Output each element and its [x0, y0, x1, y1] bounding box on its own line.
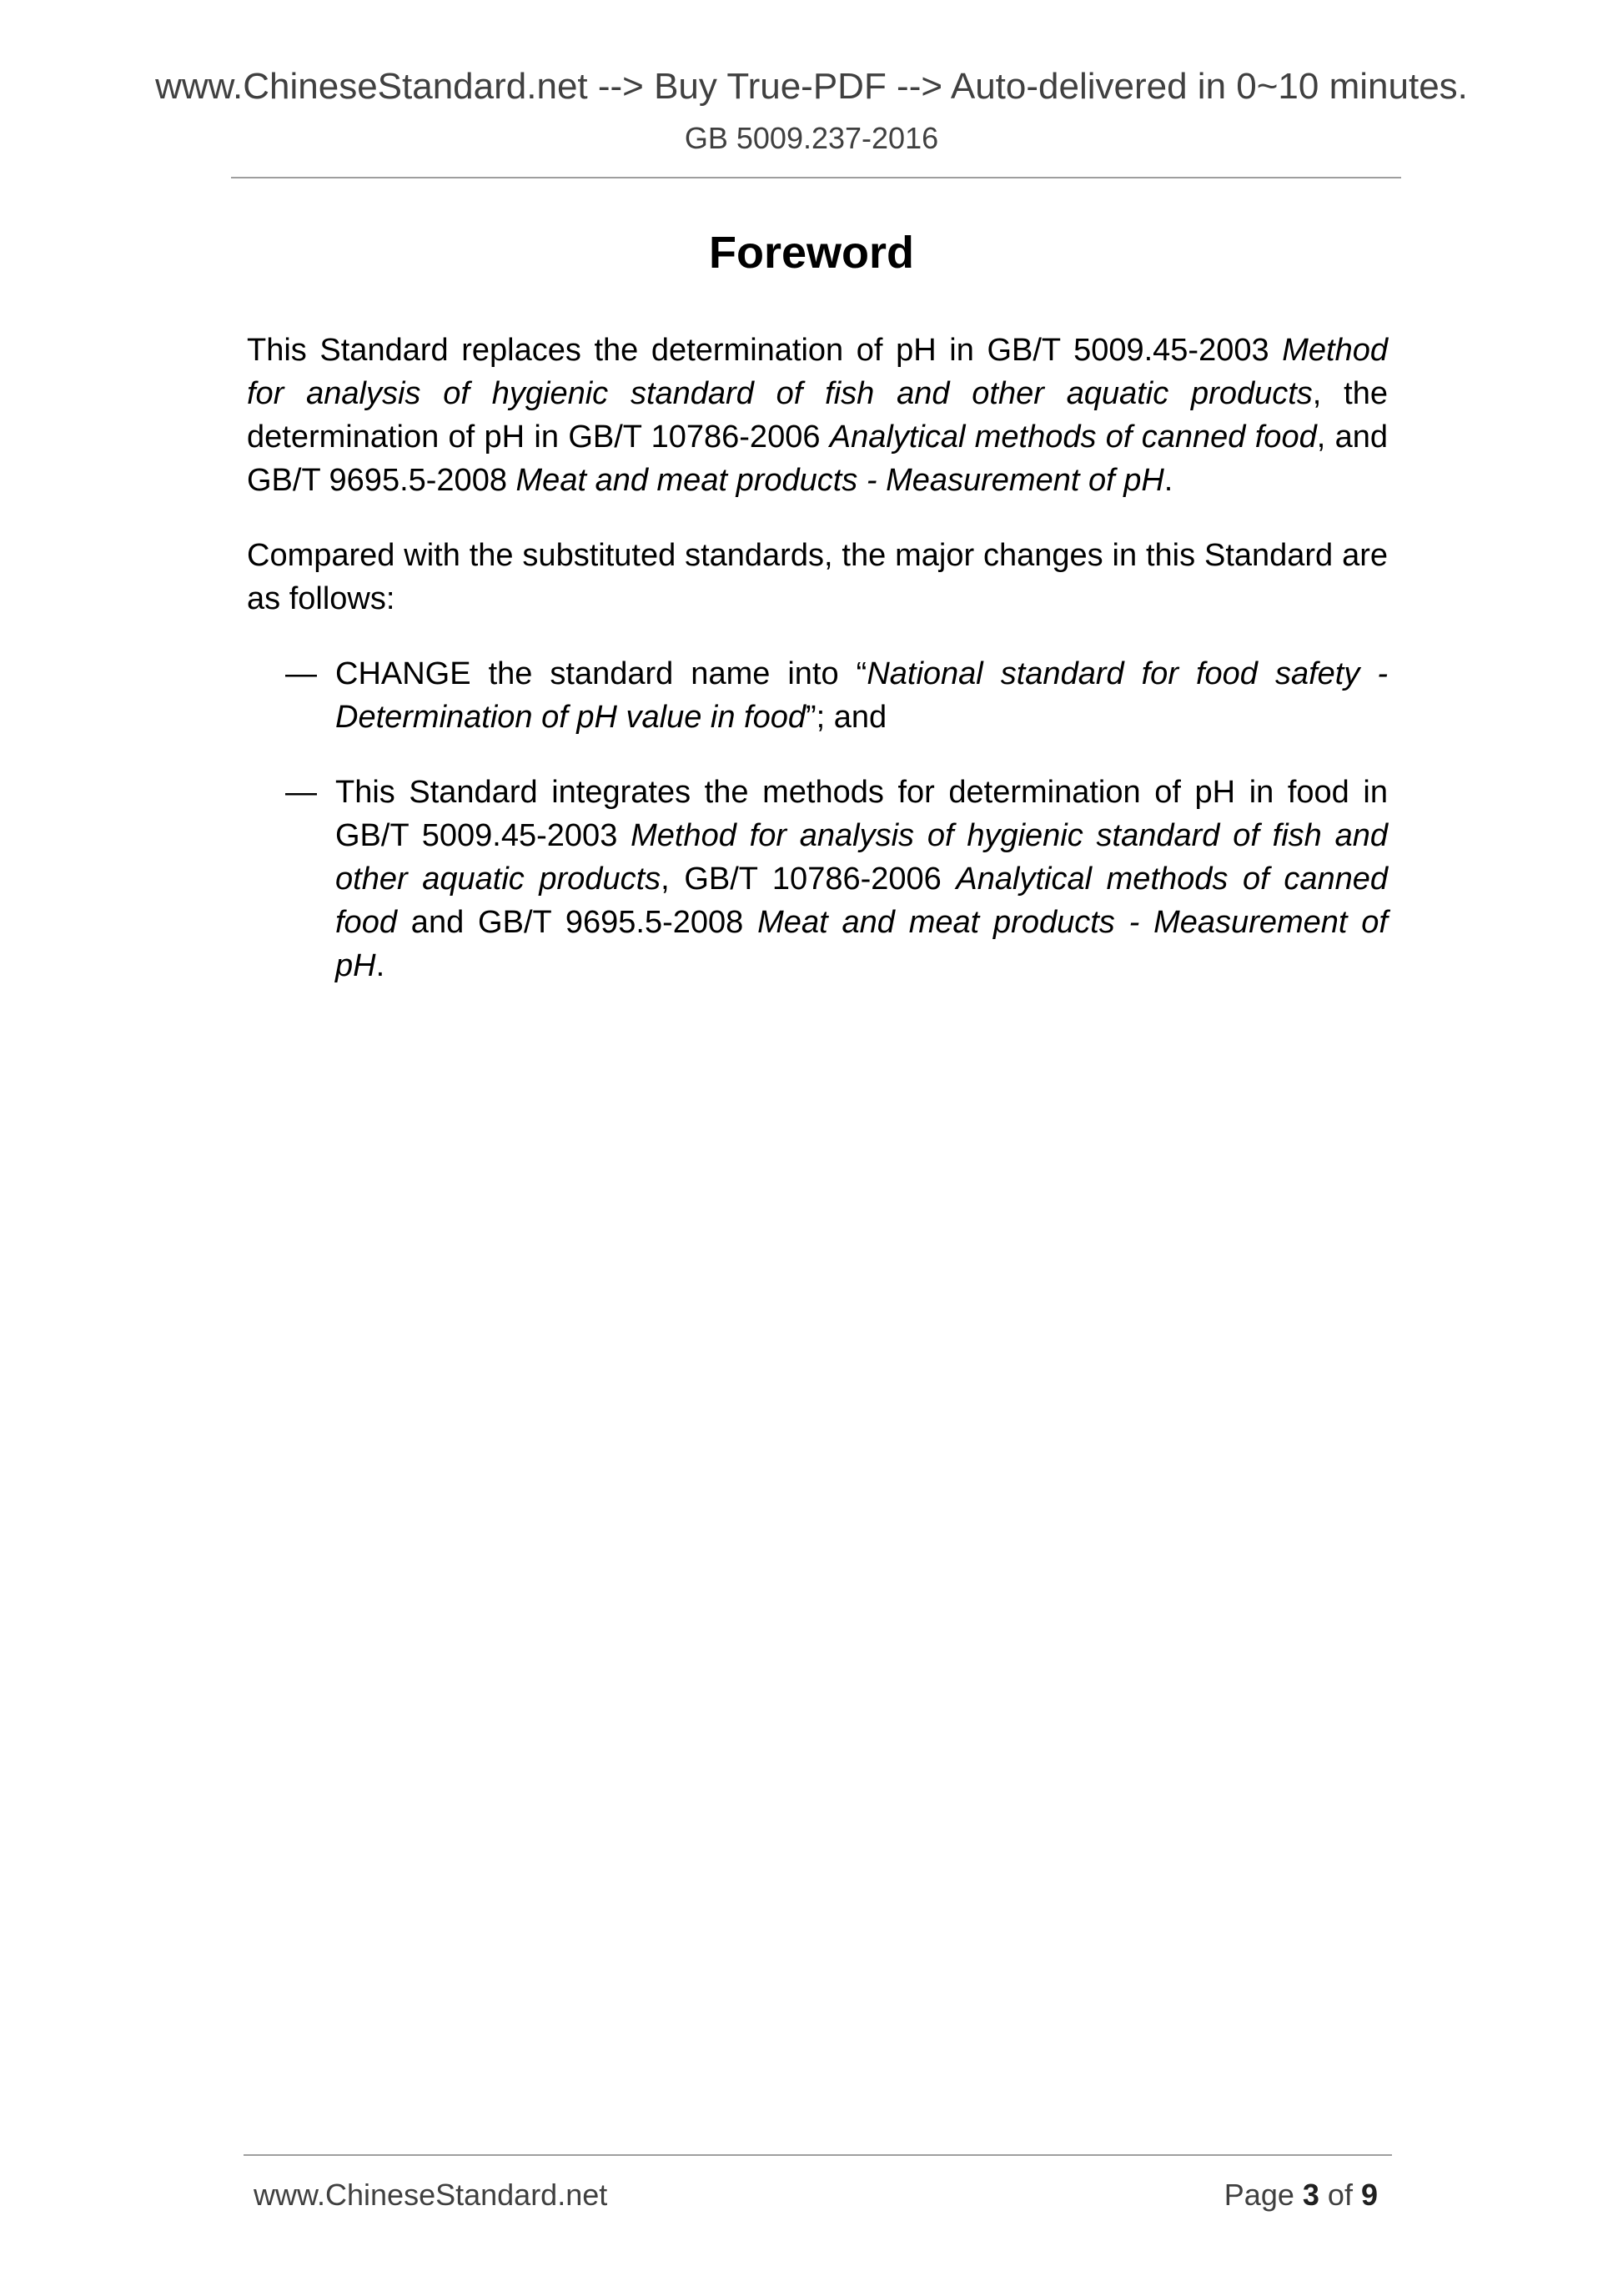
italic-title: Method for analysis of hygienic standard of fish and other aquatic products	[335, 818, 1388, 897]
dash-bullet: —	[285, 656, 317, 691]
footer-divider	[244, 2154, 1392, 2156]
list-item	[247, 771, 1388, 987]
text-run: ”; and	[806, 700, 887, 735]
text-run: , and GB/T 9695.5-2008	[247, 420, 1388, 498]
page-title: Foreword	[708, 228, 914, 278]
text-run: This Standard integrates the methods for determination of pH in food in GB/T 5009.45-2003	[335, 775, 1388, 853]
text-run: .	[1163, 463, 1173, 498]
page-word: Page	[1224, 2178, 1294, 2212]
standard-code: GB 5009.237-2016	[684, 121, 939, 155]
page-total: 9	[1360, 2178, 1378, 2212]
page-current: 3	[1302, 2178, 1319, 2212]
header-banner: www.ChineseStandard.net --> Buy True-PDF --> Auto-delivered in 0~10 minutes.	[155, 66, 1468, 107]
footer-site-link[interactable]: www.ChineseStandard.net	[254, 2178, 608, 2212]
italic-title: Analytical methods of canned food	[335, 862, 1388, 940]
of-word: of	[1327, 2178, 1353, 2212]
header-divider	[231, 177, 1401, 178]
list-item	[247, 652, 1388, 739]
text-run: .	[375, 948, 385, 983]
page-number	[1168, 2177, 1378, 2213]
italic-title: Analytical methods of canned food	[829, 420, 1317, 455]
italic-title: National standard for food safety - Determination of pH value in food	[335, 656, 1388, 735]
text-run: , the determination of pH in GB/T 10786-2006	[247, 376, 1388, 455]
italic-title: Method for analysis of hygienic standard of fish and other aquatic products	[247, 333, 1388, 411]
text-run: and GB/T 9695.5-2008	[396, 905, 758, 940]
text-run: CHANGE the standard name into “	[335, 656, 867, 691]
paragraph-replaces	[247, 329, 1388, 502]
text-run: , GB/T 10786-2006	[661, 862, 957, 897]
italic-title: Meat and meat products - Measurement of pH	[335, 905, 1388, 983]
text-run: This Standard replaces the determination of pH in GB/T 5009.45-2003	[247, 333, 1283, 368]
paragraph-changes-intro: Compared with the substituted standards, the major changes in this Standard are as follows:	[247, 538, 1388, 616]
italic-title: Meat and meat products - Measurement of pH	[515, 463, 1164, 498]
dash-bullet: —	[285, 775, 317, 810]
document-body	[247, 329, 1388, 1019]
